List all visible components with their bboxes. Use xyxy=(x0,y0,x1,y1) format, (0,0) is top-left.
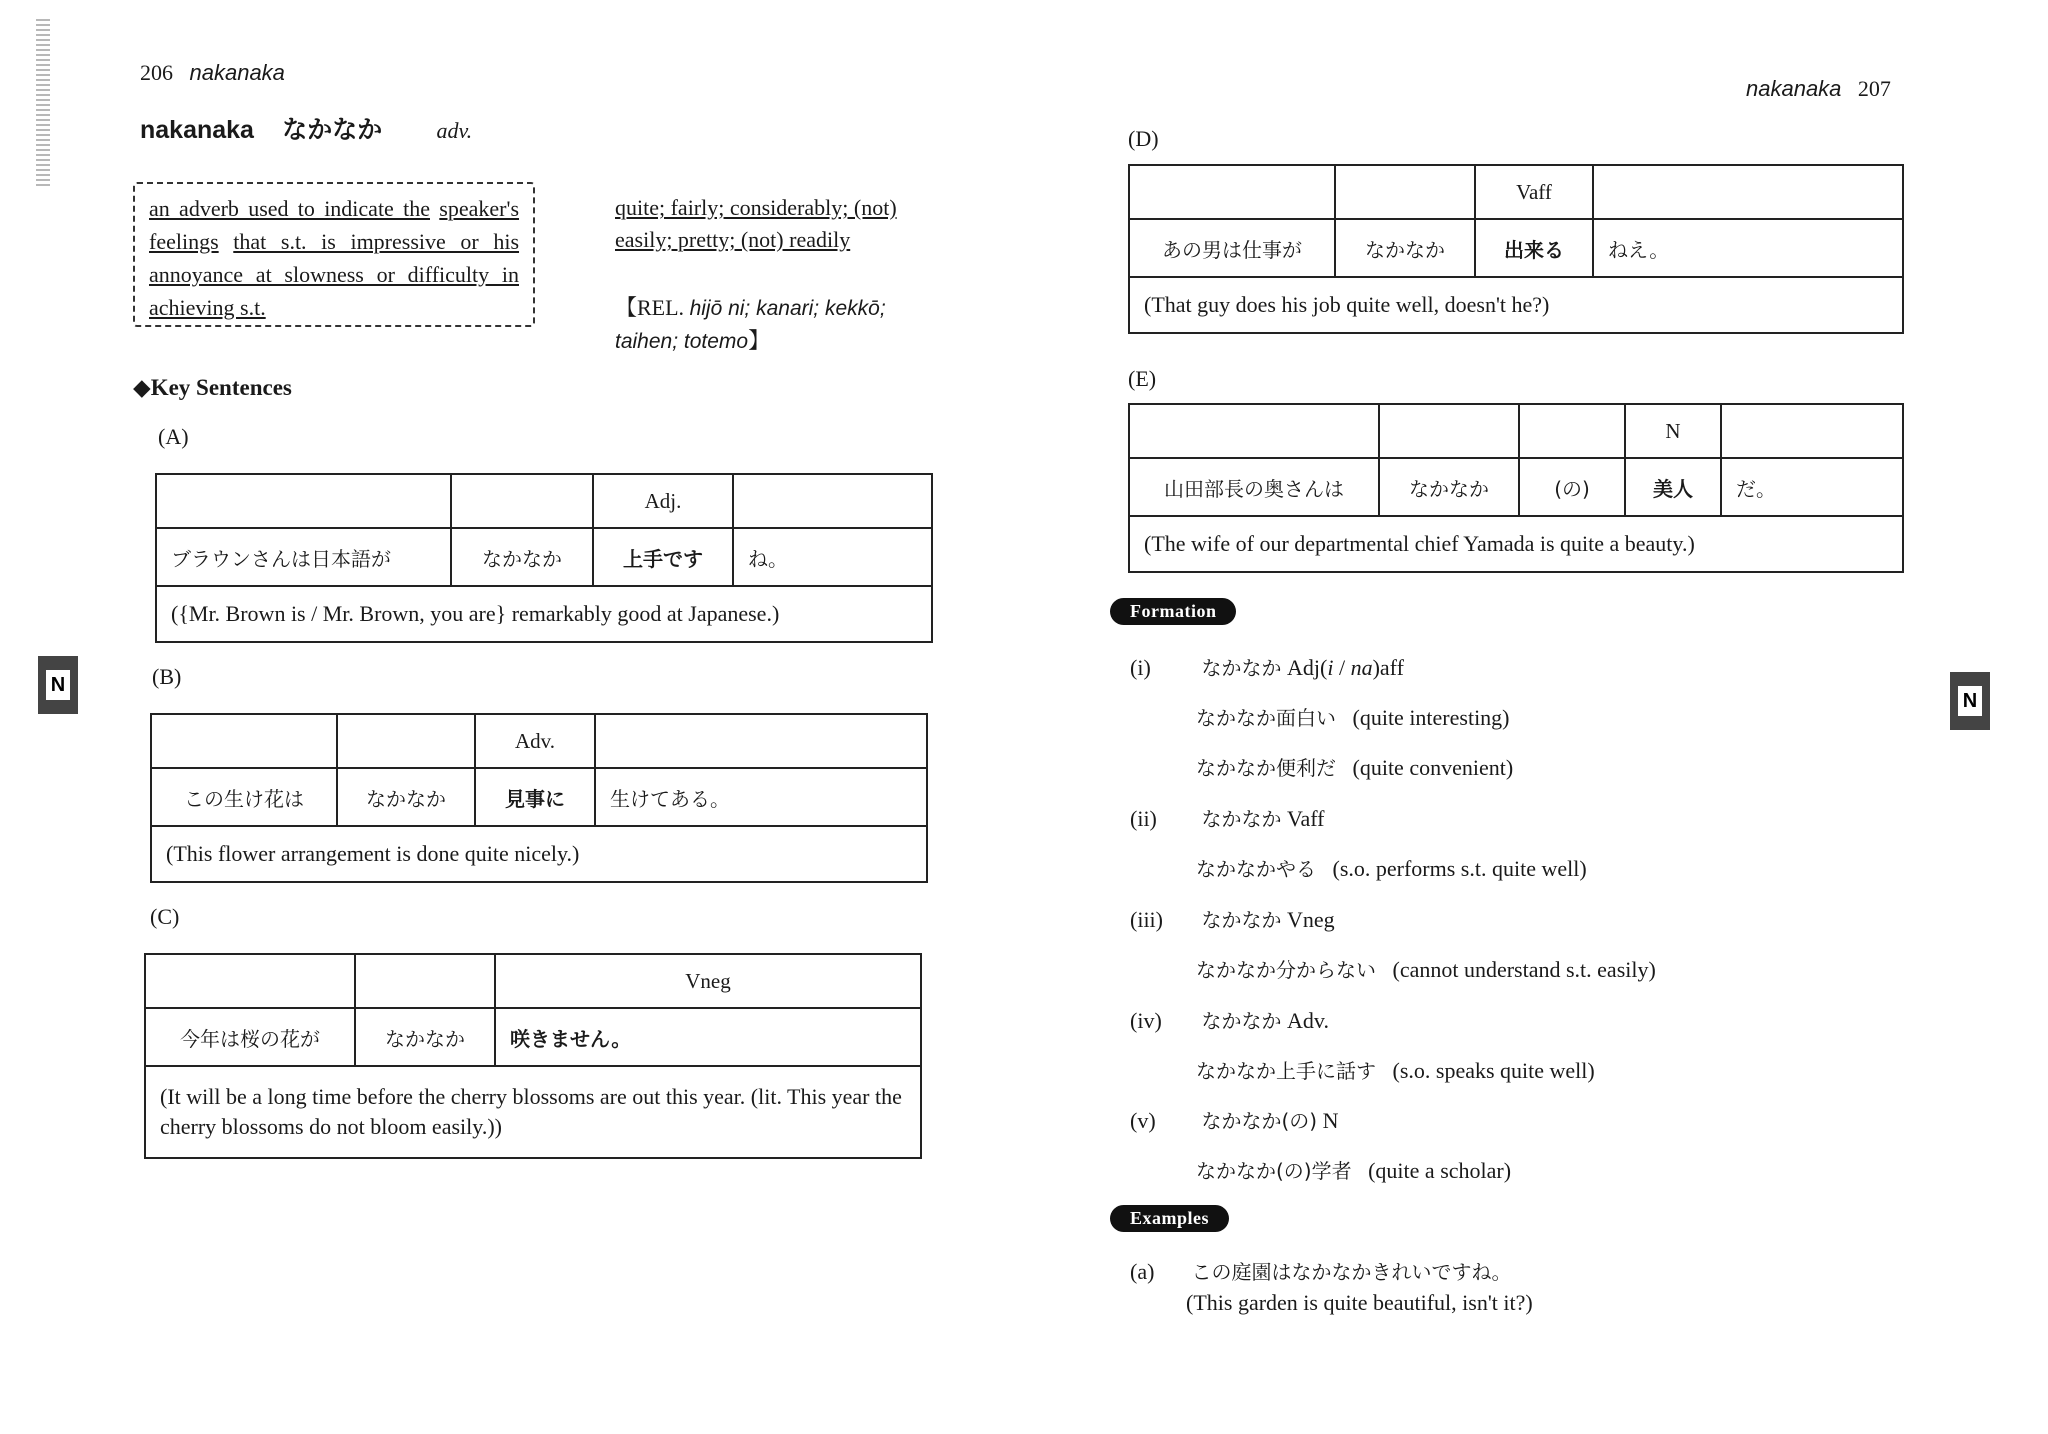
related-words xyxy=(615,292,945,358)
formation-example-en: (s.o. performs s.t. quite well) xyxy=(1332,856,1587,881)
ks-e-header-cell xyxy=(1129,404,1379,458)
ks-b-translation: (This flower arrangement is done quite nicely.) xyxy=(151,826,927,882)
ks-c-translation: (It will be a long time before the cherry blossoms are out this year. (lit. This year the cherry blossoms do not bloom easily.)) xyxy=(145,1066,921,1158)
ks-b-header-cell xyxy=(595,714,927,768)
formation-example-jp: なかなか上手に話す xyxy=(1196,1059,1376,1083)
left-page-header xyxy=(140,60,285,86)
rel-label: 【REL. xyxy=(615,295,685,320)
ks-e-cell: 美人 xyxy=(1625,458,1721,516)
formation-iv-pattern xyxy=(1130,1005,1329,1034)
ks-b-header-cell xyxy=(337,714,475,768)
formation-pattern-part: i xyxy=(1327,655,1334,680)
ks-e-cell: だ。 xyxy=(1721,458,1903,516)
definition-part-3: that s.t. is impressive or his annoyance at slowness or difficulty in achieving s.t. xyxy=(149,229,520,320)
formation-example-en: (quite interesting) xyxy=(1352,705,1510,730)
formation-v-pattern xyxy=(1130,1105,1339,1134)
ks-e-cell: なかなか xyxy=(1379,458,1519,516)
formation-iii-pattern xyxy=(1130,904,1335,933)
formation-num: (v) xyxy=(1130,1108,1156,1133)
formation-example-jp: なかなかやる xyxy=(1196,857,1316,881)
key-sentence-e-table xyxy=(1128,403,1904,573)
right-page-header xyxy=(1746,76,1891,102)
formation-example-jp: なかなか面白い xyxy=(1196,706,1336,730)
formation-example-jp: なかなか分からない xyxy=(1196,958,1376,982)
ks-d-cell: ねえ。 xyxy=(1593,219,1903,277)
ks-b-header-cell: Adv. xyxy=(475,714,595,768)
formation-num: (ii) xyxy=(1130,806,1157,831)
ks-b-cell: 見事に xyxy=(475,768,595,826)
formation-pattern-en: Adv. xyxy=(1287,1008,1329,1033)
formation-example-jp: なかなか便利だ xyxy=(1196,756,1336,780)
formation-label: Formation xyxy=(1110,598,1236,625)
page-number: 207 xyxy=(1857,76,1891,101)
key-sentence-d-table xyxy=(1128,164,1904,334)
ks-a-translation: ({Mr. Brown is / Mr. Brown, you are} remarkably good at Japanese.) xyxy=(156,586,932,642)
binding-edge xyxy=(36,16,50,186)
part-of-speech: adv. xyxy=(436,118,473,143)
ks-b-cell: この生け花は xyxy=(151,768,337,826)
formation-pattern-jp: なかなか(の) xyxy=(1201,1109,1318,1133)
ks-b-cell: なかなか xyxy=(337,768,475,826)
ks-d-cell: なかなか xyxy=(1335,219,1475,277)
formation-num: (iii) xyxy=(1130,907,1163,932)
ks-e-cell: 山田部長の奥さんは xyxy=(1129,458,1379,516)
ks-e-header-cell xyxy=(1721,404,1903,458)
ks-c-header-cell xyxy=(355,954,495,1008)
ks-a-header-cell xyxy=(451,474,593,528)
ks-a-cell: 上手です xyxy=(593,528,733,586)
formation-pattern-en: Vaff xyxy=(1287,806,1325,831)
ks-c-cell: なかなか xyxy=(355,1008,495,1066)
ks-d-header-cell xyxy=(1335,165,1475,219)
ks-b-header-cell xyxy=(151,714,337,768)
ks-c-label: (C) xyxy=(150,904,180,929)
formation-i-example-2 xyxy=(1196,752,1513,781)
formation-pattern-jp: なかなか xyxy=(1201,908,1282,932)
ks-d-cell: あの男は仕事が xyxy=(1129,219,1335,277)
formation-example-en: (cannot understand s.t. easily) xyxy=(1392,957,1656,982)
formation-ii-pattern xyxy=(1130,803,1324,832)
ks-b-cell: 生けてある。 xyxy=(595,768,927,826)
section-tab-letter: N xyxy=(1958,686,1982,716)
formation-num: (i) xyxy=(1130,655,1151,680)
ks-a-header-cell: Adj. xyxy=(593,474,733,528)
ks-d-header-cell xyxy=(1129,165,1335,219)
ks-d-cell: 出来る xyxy=(1475,219,1593,277)
rel-words: hijō ni; kanari; kekkō; taihen; totemo xyxy=(615,297,886,353)
ks-c-cell: 咲きません。 xyxy=(495,1008,921,1066)
formation-pattern-part: / xyxy=(1333,655,1351,680)
formation-iv-example xyxy=(1196,1055,1595,1084)
key-sentence-a-table xyxy=(155,473,933,643)
definition-box xyxy=(133,182,535,327)
key-sentence-b-table xyxy=(150,713,928,883)
section-tab-letter: N xyxy=(46,670,70,700)
ks-a-header-cell xyxy=(156,474,451,528)
ks-e-cell: (の) xyxy=(1519,458,1625,516)
ks-d-header-cell xyxy=(1593,165,1903,219)
ks-a-cell: ブラウンさんは日本語が xyxy=(156,528,451,586)
formation-v-example xyxy=(1196,1155,1511,1184)
ks-e-header-cell xyxy=(1519,404,1625,458)
running-head: nakanaka xyxy=(189,60,285,85)
ks-e-translation: (The wife of our departmental chief Yamada is quite a beauty.) xyxy=(1129,516,1903,572)
formation-pattern-jp: なかなか xyxy=(1201,656,1282,680)
headword-kana: なかなか xyxy=(282,115,383,144)
example-a xyxy=(1130,1256,1512,1285)
formation-pattern-en: N xyxy=(1322,1108,1339,1133)
running-head: nakanaka xyxy=(1746,76,1842,101)
formation-example-en: (quite a scholar) xyxy=(1368,1158,1512,1183)
formation-pattern-jp: なかなか xyxy=(1201,807,1282,831)
right-page xyxy=(1040,0,2048,1434)
ks-e-header-cell: N xyxy=(1625,404,1721,458)
example-jp: この庭園はなかなかきれいですね。 xyxy=(1191,1260,1512,1284)
key-sentences-title: ◆Key Sentences xyxy=(133,375,292,400)
formation-example-jp: なかなか(の)学者 xyxy=(1196,1159,1352,1183)
formation-ii-example xyxy=(1196,853,1587,882)
formation-pattern-part: Adj( xyxy=(1287,655,1328,680)
headword xyxy=(140,110,472,146)
ks-e-header-cell xyxy=(1379,404,1519,458)
ks-d-translation: (That guy does his job quite well, doesn't he?) xyxy=(1129,277,1903,333)
formation-pattern-part: )aff xyxy=(1372,655,1404,680)
meanings xyxy=(615,192,945,256)
example-a-translation: (This garden is quite beautiful, isn't it?) xyxy=(1186,1290,1533,1315)
formation-example-en: (quite convenient) xyxy=(1352,755,1514,780)
ks-b-label: (B) xyxy=(152,664,182,689)
formation-i-example-1 xyxy=(1196,702,1510,731)
ks-e-label: (E) xyxy=(1128,366,1157,391)
ks-d-label: (D) xyxy=(1128,126,1159,151)
key-sentence-c-table xyxy=(144,953,922,1159)
rel-close: 】 xyxy=(748,328,771,353)
ks-c-header-cell: Vneg xyxy=(495,954,921,1008)
headword-romaji: nakanaka xyxy=(140,116,254,144)
ks-d-header-cell: Vaff xyxy=(1475,165,1593,219)
formation-pattern-part: na xyxy=(1350,655,1373,680)
formation-pattern-jp: なかなか xyxy=(1201,1009,1282,1033)
meanings-text: quite; fairly; considerably; (not) easily; pretty; (not) readily xyxy=(615,195,897,252)
ks-a-header-cell xyxy=(733,474,932,528)
ks-a-cell: なかなか xyxy=(451,528,593,586)
formation-pattern-en: Vneg xyxy=(1287,907,1335,932)
formation-example-en: (s.o. speaks quite well) xyxy=(1392,1058,1595,1083)
ks-c-cell: 今年は桜の花が xyxy=(145,1008,355,1066)
ks-c-header-cell xyxy=(145,954,355,1008)
formation-iii-example xyxy=(1196,954,1656,983)
page-number: 206 xyxy=(140,60,173,85)
section-tab-left xyxy=(38,656,78,714)
ks-a-cell: ね。 xyxy=(733,528,932,586)
definition-part-2: speaker's feelings xyxy=(149,196,520,254)
section-tab-right xyxy=(1950,672,1990,730)
definition-part-1: an adverb used to indicate the xyxy=(149,196,430,221)
examples-label: Examples xyxy=(1110,1205,1229,1232)
formation-i-pattern xyxy=(1130,652,1404,681)
ks-a-label: (A) xyxy=(158,424,189,449)
formation-num: (iv) xyxy=(1130,1008,1162,1033)
example-num: (a) xyxy=(1130,1259,1155,1284)
